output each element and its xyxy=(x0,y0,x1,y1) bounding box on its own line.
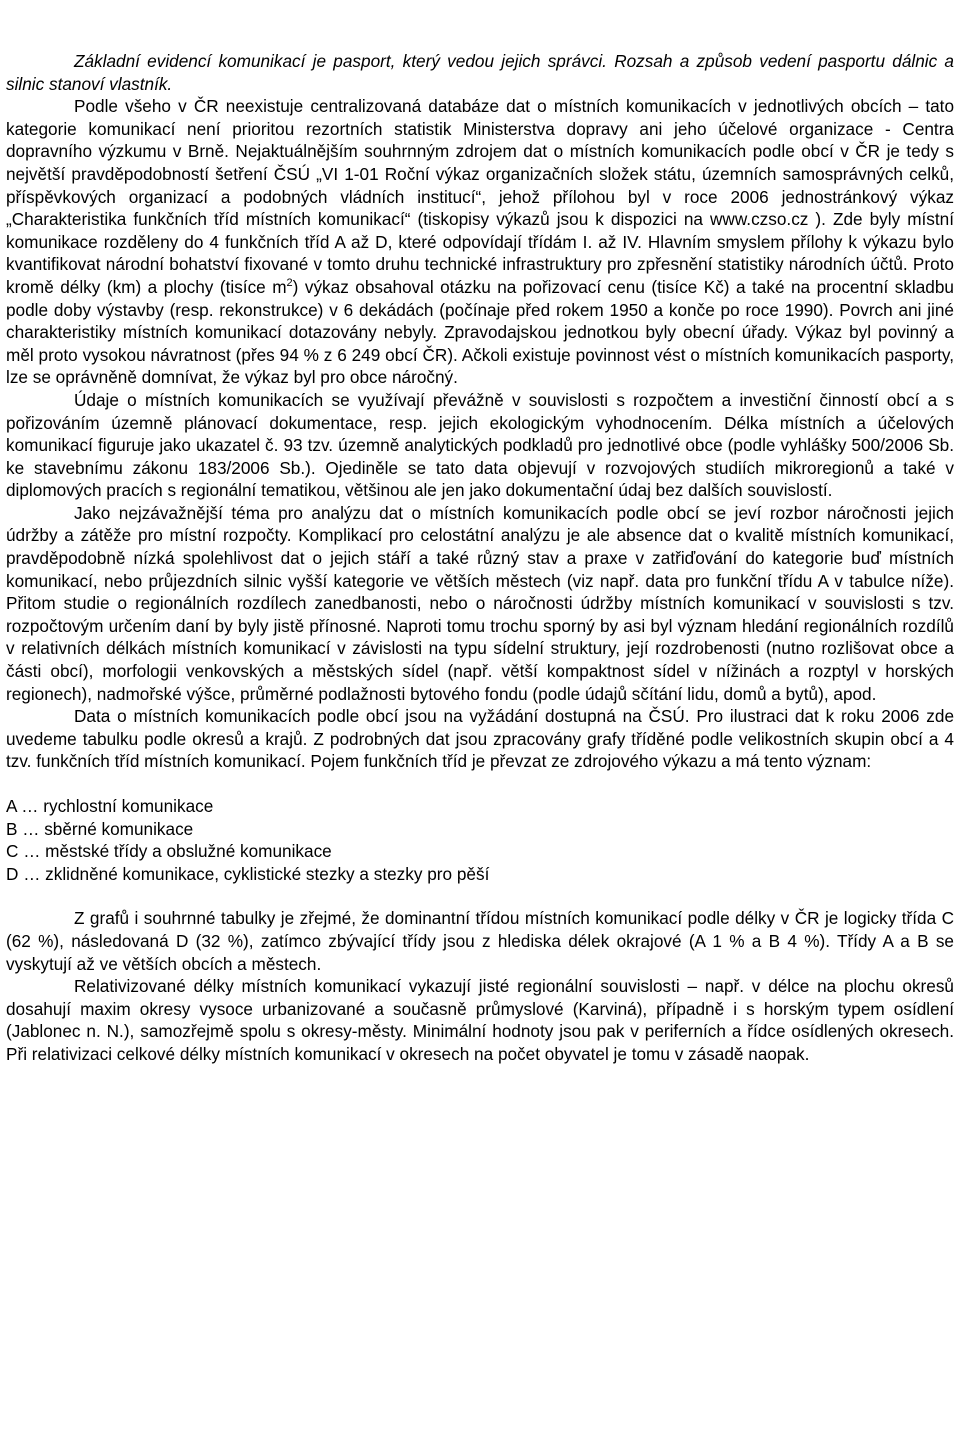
superscript-2: 2 xyxy=(286,276,293,289)
list-item: C … městské třídy a obslužné komunikace xyxy=(6,841,332,862)
paragraph-data: Data o místních komunikacích podle obcí jsou na vyžádání dostupná na ČSÚ. Pro ilustraci dat k roku 2006 zde uvedeme tabulku podle okresů a krajů. Z podrobných dat jsou zpracovány grafy tříděné podle velikostních skupin obcí a 4 tzv. funkčních tříd místních komunikací. Pojem funkčních tříd je převzat ze zdrojového výkazu a má tento význam: xyxy=(6,706,954,772)
list-item: D … zklidněné komunikace, cyklistické stezky a stezky pro pěší xyxy=(6,863,490,884)
paragraph-relativizovane: Relativizované délky místních komunikací vykazují jisté regionální souvislosti – např. v délce na plochu okresů dosahují maxim okresy vysoce urbanizované a současně průmyslové (Karviná), případně i s horským typem osídlení (Jablonec n. N.), samozřejmě spolu s okresy-městy. Minimální hodnoty jsou pak v periferních a řídce osídlených okresech. Při relativizaci celkové délky místních komunikací v okresech na počet obyvatel je tomu v zásadě naopak. xyxy=(6,976,954,1064)
list-item: B … sběrné komunikace xyxy=(6,818,194,839)
paragraph-databaze-rest: ) výkaz obsahoval otázku na pořizovací cenu (tisíce Kč) a také na procentní skladbu podle doby výstavby (resp. rekonstrukce) v 6 dekádách (počínaje před rokem 1950 a konče po roce 1990). Povrch ani jiné charakteristiky místních komunikací dotazovány nebyly. Zpravodajskou jednotkou byly obecní úřady. Výkaz byl povinný a měl proto vysokou návratnost (přes 94 % z 6 249 obcí ČR). Ačkoli existuje povinnost vést o místních komunikacích pasporty, lze se oprávněně domnívat, že výkaz byl pro obce náročný. xyxy=(6,276,954,388)
list-item: A … rychlostní komunikace xyxy=(6,796,214,816)
paragraph-databaze-intro: Podle všeho v ČR neexistuje centralizovaná databáze dat o místních komunikacích v jednotlivých obcích – tato kategorie komunikací není prioritou rezortních statistik Ministerstva dopravy ani jeho účelové organizace - Centra dopravního výzkumu v Brně. xyxy=(6,96,954,162)
paragraph-databaze xyxy=(6,95,954,389)
paragraph-databaze-zdroj: Nejaktuálnějším souhrnným zdrojem dat o místních komunikacích podle obcí v ČR je tedy s největší pravděpodobností šetření ČSÚ „VI 1-01 Roční výkaz organizačních složek státu, územních samosprávných celků, příspěvkových organizací a podobných vládních institucí“, jehož přílohou byl v roce 2006 jednostránkový výkaz „Charakteristika funkčních tříd místních komunikací“ (tiskopisy výkazů jsou k dispozici na www.czso.cz ). Zde byly místní komunikace rozděleny do 4 funkčních tříd A až D, které odpovídají třídám I. až IV. Hlavním smyslem přílohy k výkazu bylo kvantifikovat národní bohatství fixované v tomto druhu technické infrastruktury pro zpřesnění statistiky národních účtů. Proto kromě délky (km) a plochy (tisíce m xyxy=(6,141,954,297)
functional-classes-list xyxy=(6,795,954,885)
paragraph-tema: Jako nejzávažnější téma pro analýzu dat o místních komunikacích podle obcí se jeví rozbor náročnosti jejich údržby a zátěže pro místní rozpočty. Komplikací pro celostátní analýzu je ale absence dat o kvalitě místních komunikací, pravděpodobně nízká spolehlivost dat o jejich stáří a také různý stav a praxe v zatřiďování do kategorie buď místních komunikací, nebo průjezdních silnic vyšší kategorie ve větších městech (viz např. data pro funkční třídu A v tabulce níže). Přitom studie o regionálních rozdílech zanedbanosti, nebo o náročnosti údržby místních komunikací v souvislosti s tzv. rozpočtovým určením daní by byly jistě přínosné. Naproti tomu trochu sporný by asi byl význam hledání regionálních rozdílů v relativních délkách místních komunikací v závislosti na typu sídelní struktury, její rozdrobenosti (nutno rozlišovat obce a části obcí), morfologii venkovských a městských sídel (např. větší kompaktnost sídel v nížinách a rozptyl v horských regionech), nadmořské výšce, průměrné podlažnosti bytového fondu (podle údajů sčítání lidu, domů a bytů), apod. xyxy=(6,502,954,704)
paragraph-grafy: Z grafů i souhrnné tabulky je zřejmé, že dominantní třídou místních komunikací podle délky v ČR je logicky třída C (62 %), následovaná D (32 %), zatímco zbývající třídy jsou z hlediska délek okrajové (A 1 % a B 4 %). Třídy A a B se vyskytují až ve větších obcích a městech. xyxy=(6,908,954,974)
paragraph-pasport: Základní evidencí komunikací je pasport, který vedou jejich správci. Rozsah a způsob vedení pasportu dálnic a silnic stanoví vlastník. xyxy=(6,51,954,94)
paragraph-udaje: Údaje o místních komunikacích se využívají převážně v souvislosti s rozpočtem a investiční činností obcí a s pořizováním územně plánovací dokumentace, resp. jejich ekologickým vyhodnocením. Délka místních a účelových komunikací figuruje jako ukazatel č. 93 tzv. územně analytických podkladů pro jednotlivé obce (podle vyhlášky 500/2006 Sb. ke stavebnímu zákonu 183/2006 Sb.). Ojediněle se tato data objevují v rozvojových studiích mikroregionů a také v diplomových pracích s regionální tematikou, většinou ale jen jako dokumentační údaj bez dalších souvislostí. xyxy=(6,389,954,501)
